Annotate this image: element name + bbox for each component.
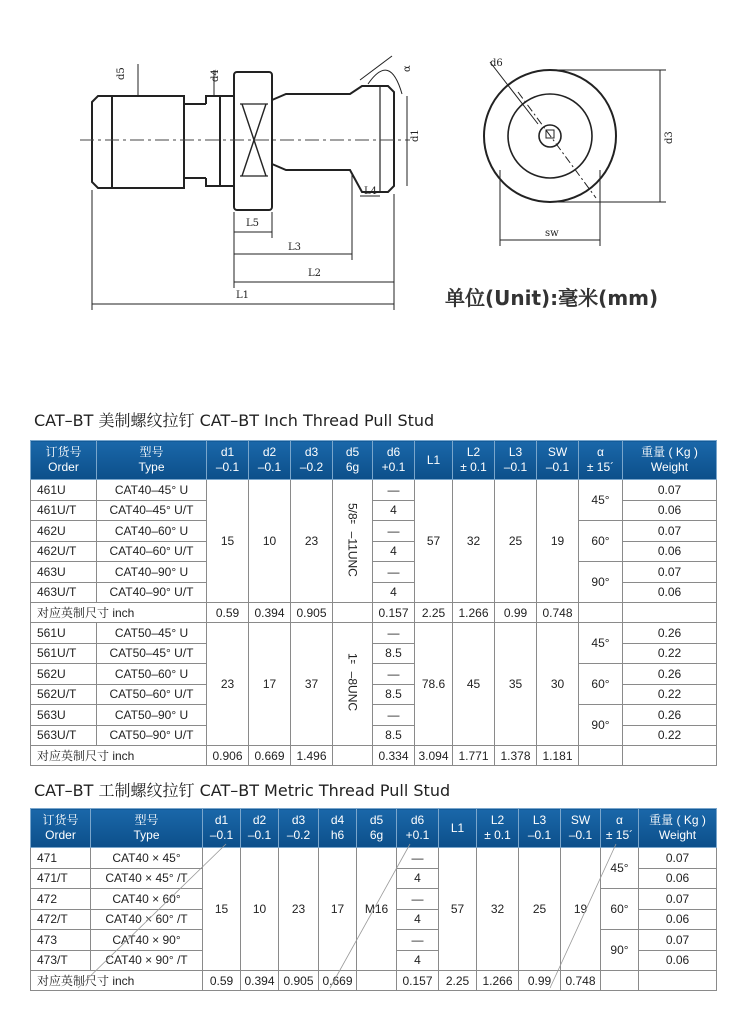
header-d4: d4 h6 [319, 809, 357, 848]
dim-label-l1: L1 [236, 290, 250, 301]
alpha-cell: 60° [601, 889, 639, 930]
inch-d5 [357, 971, 397, 991]
weight-cell: 0.06 [639, 950, 717, 971]
weight-cell: 0.26 [623, 664, 717, 685]
order-cell: 462U/T [31, 541, 97, 562]
inch-d2: 0.669 [249, 746, 291, 766]
d6-cell: — [397, 889, 439, 910]
d6-cell: 4 [397, 909, 439, 930]
sw-cell: 19 [537, 480, 579, 603]
table-row [31, 664, 717, 685]
l1-cell: 57 [415, 480, 453, 603]
metric-header-row [31, 809, 717, 848]
header-l3: L3 –0.1 [495, 441, 537, 480]
table-row [31, 705, 717, 726]
header-d6: d6 +0.1 [397, 809, 439, 848]
d3-cell: 23 [279, 848, 319, 971]
inch-row-label: 对应英制尺寸 inch [31, 971, 203, 991]
weight-cell: 0.26 [623, 623, 717, 644]
d6-cell: 4 [397, 950, 439, 971]
type-cell: CAT40 × 60° /T [91, 909, 203, 930]
alpha-cell: 45° [601, 848, 639, 889]
alpha-cell: 90° [579, 562, 623, 603]
d6-cell: — [373, 664, 415, 685]
inch-sw: 1.181 [537, 746, 579, 766]
l2-cell: 45 [453, 623, 495, 746]
type-cell: CAT40–60° U/T [97, 541, 207, 562]
dim-label-sw: sw [545, 228, 559, 239]
type-cell: CAT50–60° U/T [97, 684, 207, 705]
header-d1: d1 –0.1 [207, 441, 249, 480]
inch-l2: 1.771 [453, 746, 495, 766]
inch-l1: 3.094 [415, 746, 453, 766]
inch-d2: 0.394 [249, 603, 291, 623]
type-cell: CAT50–90° U [97, 705, 207, 726]
type-cell: CAT50–90° U/T [97, 725, 207, 746]
header-alpha: α ± 15´ [579, 441, 623, 480]
header-d2: d2 –0.1 [249, 441, 291, 480]
header-alpha: α ± 15´ [601, 809, 639, 848]
d6-cell: 8.5 [373, 643, 415, 664]
header-order: 订货号 Order [31, 441, 97, 480]
d4-cell: 17 [319, 848, 357, 971]
inch-sw: 0.748 [561, 971, 601, 991]
inch-section-title: CAT–BT 美制螺纹拉钉 CAT–BT Inch Thread Pull Stud [34, 411, 435, 430]
alpha-cell: 60° [579, 664, 623, 705]
alpha-cell: 60° [579, 521, 623, 562]
dim-label-l5: L5 [246, 218, 260, 229]
inch-weight [623, 603, 717, 623]
table-row [31, 848, 717, 869]
d6-cell: — [373, 521, 415, 542]
header-d3: d3 –0.2 [291, 441, 333, 480]
weight-cell: 0.22 [623, 643, 717, 664]
type-cell: CAT40–45° U [97, 480, 207, 501]
dim-label-d6: d6 [490, 58, 503, 69]
sw-cell: 19 [561, 848, 601, 971]
inch-l3: 0.99 [495, 603, 537, 623]
order-cell: 462U [31, 521, 97, 542]
d6-cell: — [373, 562, 415, 583]
inch-l2: 1.266 [477, 971, 519, 991]
l1-cell: 57 [439, 848, 477, 971]
weight-cell: 0.22 [623, 684, 717, 705]
type-cell: CAT40 × 90° [91, 930, 203, 951]
header-l1: L1 [415, 441, 453, 480]
sw-cell: 30 [537, 623, 579, 746]
l3-cell: 25 [519, 848, 561, 971]
order-cell: 463U [31, 562, 97, 583]
d2-cell: 17 [249, 623, 291, 746]
inch-d5 [333, 746, 373, 766]
header-d1: d1 –0.1 [203, 809, 241, 848]
inch-d3: 1.496 [291, 746, 333, 766]
header-weight: 重量 ( Kg ) Weight [639, 809, 717, 848]
table-row [31, 623, 717, 644]
type-cell: CAT40 × 45° /T [91, 868, 203, 889]
type-cell: CAT40–45° U/T [97, 500, 207, 521]
dim-label-l2: L2 [308, 268, 322, 279]
inch-l3: 1.378 [495, 746, 537, 766]
inch-sw: 0.748 [537, 603, 579, 623]
weight-cell: 0.22 [623, 725, 717, 746]
inch-d1: 0.906 [207, 746, 249, 766]
type-cell: CAT50–45° U [97, 623, 207, 644]
weight-cell: 0.07 [639, 889, 717, 910]
order-cell: 471 [31, 848, 91, 869]
metric-section-title: CAT–BT 工制螺纹拉钉 CAT–BT Metric Thread Pull Stud [34, 781, 451, 800]
d5-thread-text: 5/8＂–11UNC [345, 502, 360, 577]
d6-cell: — [373, 480, 415, 501]
alpha-cell: 45° [579, 480, 623, 521]
weight-cell: 0.06 [639, 909, 717, 930]
dim-label-d4: d4 [210, 69, 221, 82]
order-cell: 461U [31, 480, 97, 501]
type-cell: CAT40 × 90° /T [91, 950, 203, 971]
d1-cell: 15 [203, 848, 241, 971]
inch-conversion-row [31, 746, 717, 766]
inch-l3: 0.99 [519, 971, 561, 991]
weight-cell: 0.06 [623, 582, 717, 603]
d6-cell: 4 [373, 582, 415, 603]
order-cell: 461U/T [31, 500, 97, 521]
order-cell: 463U/T [31, 582, 97, 603]
inch-l1: 2.25 [415, 603, 453, 623]
inch-d6: 0.157 [373, 603, 415, 623]
inch-alpha [579, 603, 623, 623]
header-d6: d6 +0.1 [373, 441, 415, 480]
inch-d3: 0.905 [279, 971, 319, 991]
d6-cell: — [373, 623, 415, 644]
inch-weight [623, 746, 717, 766]
type-cell: CAT40 × 45° [91, 848, 203, 869]
order-cell: 561U [31, 623, 97, 644]
type-cell: CAT50–45° U/T [97, 643, 207, 664]
header-l1: L1 [439, 809, 477, 848]
weight-cell: 0.07 [639, 848, 717, 869]
inch-conversion-row [31, 971, 717, 991]
d2-cell: 10 [241, 848, 279, 971]
type-cell: CAT40–90° U [97, 562, 207, 583]
header-l2: L2 ± 0.1 [453, 441, 495, 480]
d6-cell: 8.5 [373, 725, 415, 746]
order-cell: 562U/T [31, 684, 97, 705]
d1-cell: 23 [207, 623, 249, 746]
table-row [31, 480, 717, 501]
d6-cell: — [397, 930, 439, 951]
d2-cell: 10 [249, 480, 291, 603]
dim-label-d3: d3 [664, 131, 675, 144]
order-cell: 472 [31, 889, 91, 910]
weight-cell: 0.06 [639, 868, 717, 889]
header-sw: SW –0.1 [561, 809, 601, 848]
inch-weight [639, 971, 717, 991]
table-row [31, 562, 717, 583]
type-cell: CAT40–60° U [97, 521, 207, 542]
inch-row-label: 对应英制尺寸 inch [31, 603, 207, 623]
inch-row-label: 对应英制尺寸 inch [31, 746, 207, 766]
type-cell: CAT40 × 60° [91, 889, 203, 910]
l2-cell: 32 [453, 480, 495, 603]
header-d5: d5 6g [333, 441, 373, 480]
order-cell: 563U [31, 705, 97, 726]
header-type: 型号 Type [91, 809, 203, 848]
weight-cell: 0.07 [639, 930, 717, 951]
inch-d5 [333, 603, 373, 623]
dim-label-l4: L4 [364, 186, 378, 197]
metric-thread-table [30, 808, 717, 991]
d3-cell: 23 [291, 480, 333, 603]
inch-d2: 0.394 [241, 971, 279, 991]
l1-cell: 78.6 [415, 623, 453, 746]
header-sw: SW –0.1 [537, 441, 579, 480]
d5-cell [333, 623, 373, 746]
weight-cell: 0.06 [623, 500, 717, 521]
d5-cell: M16 [357, 848, 397, 971]
unit-label: 单位(Unit):毫米(mm) [445, 286, 659, 310]
inch-d3: 0.905 [291, 603, 333, 623]
header-type: 型号 Type [97, 441, 207, 480]
inch-d1: 0.59 [207, 603, 249, 623]
header-l3: L3 –0.1 [519, 809, 561, 848]
d5-thread-text: 1＂–8UNC [345, 653, 360, 712]
d3-cell: 37 [291, 623, 333, 746]
weight-cell: 0.07 [623, 480, 717, 501]
inch-d1: 0.59 [203, 971, 241, 991]
order-cell: 561U/T [31, 643, 97, 664]
d6-cell: 4 [397, 868, 439, 889]
dim-label-d1: d1 [410, 129, 421, 142]
l3-cell: 35 [495, 623, 537, 746]
alpha-cell: 90° [601, 930, 639, 971]
inch-alpha [579, 746, 623, 766]
weight-cell: 0.07 [623, 521, 717, 542]
d1-cell: 15 [207, 480, 249, 603]
order-cell: 562U [31, 664, 97, 685]
inch-thread-table [30, 440, 717, 766]
inch-alpha [601, 971, 639, 991]
header-d2: d2 –0.1 [241, 809, 279, 848]
dim-label-l3: L3 [288, 242, 302, 253]
d6-cell: — [373, 705, 415, 726]
inch-d6: 0.334 [373, 746, 415, 766]
header-d3: d3 –0.2 [279, 809, 319, 848]
type-cell: CAT50–60° U [97, 664, 207, 685]
order-cell: 472/T [31, 909, 91, 930]
inch-header-row [31, 441, 717, 480]
d6-cell: 8.5 [373, 684, 415, 705]
inch-d6: 0.157 [397, 971, 439, 991]
header-d5: d5 6g [357, 809, 397, 848]
order-cell: 473 [31, 930, 91, 951]
l2-cell: 32 [477, 848, 519, 971]
d6-cell: 4 [373, 541, 415, 562]
inch-conversion-row [31, 603, 717, 623]
weight-cell: 0.06 [623, 541, 717, 562]
header-order: 订货号 Order [31, 809, 91, 848]
d6-cell: 4 [373, 500, 415, 521]
inch-l2: 1.266 [453, 603, 495, 623]
type-cell: CAT40–90° U/T [97, 582, 207, 603]
inch-d4: 0.669 [319, 971, 357, 991]
table-row [31, 521, 717, 542]
header-l2: L2 ± 0.1 [477, 809, 519, 848]
d5-cell [333, 480, 373, 603]
dim-label-alpha: α [402, 65, 413, 72]
order-cell: 471/T [31, 868, 91, 889]
alpha-cell: 45° [579, 623, 623, 664]
alpha-cell: 90° [579, 705, 623, 746]
order-cell: 563U/T [31, 725, 97, 746]
dim-label-d5: d5 [116, 67, 127, 80]
weight-cell: 0.07 [623, 562, 717, 583]
order-cell: 473/T [31, 950, 91, 971]
weight-cell: 0.26 [623, 705, 717, 726]
thread-outline [92, 96, 184, 188]
l3-cell: 25 [495, 480, 537, 603]
inch-l1: 2.25 [439, 971, 477, 991]
d6-cell: — [397, 848, 439, 869]
header-weight: 重量 ( Kg ) Weight [623, 441, 717, 480]
